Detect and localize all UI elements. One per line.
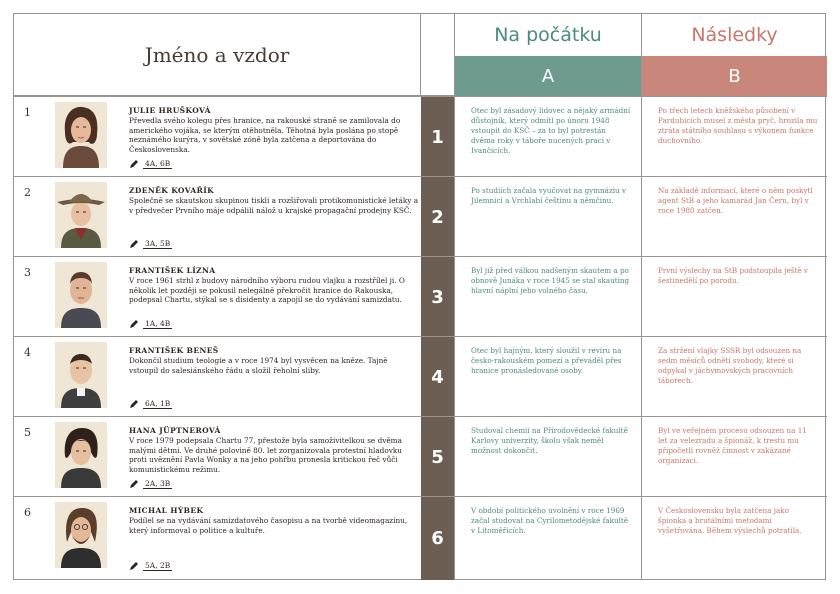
person-name: FRANTIŠEK LÍZNA bbox=[129, 266, 216, 275]
row-number-badge: 4 bbox=[421, 337, 454, 417]
cell-column-a bbox=[454, 97, 641, 177]
cross-reference bbox=[129, 159, 172, 169]
pencil-icon bbox=[129, 239, 139, 249]
cell-column-a bbox=[454, 177, 641, 257]
table-row bbox=[14, 176, 827, 257]
cross-reference-text: 4A, 6B bbox=[145, 159, 171, 168]
cell-a-text: Studoval chemii na Přírodovědecké fakultě Karlovy univerzity, školu však neměl možnost dokončit. bbox=[471, 426, 628, 455]
pencil-icon bbox=[129, 561, 139, 571]
cell-a-text: Po studiích začala vyučovat na gymnáziu v Jilemnici a Vrchlabí češtinu a němčinu. bbox=[471, 186, 627, 205]
comparison-table bbox=[13, 13, 826, 580]
cell-b-text: Na základě informací, které o něm poskytl agent StB a jeho kamarád Jan Čern, byl v roce 1980 zatčen. bbox=[658, 186, 813, 215]
cross-reference-text: 6A, 1B bbox=[145, 399, 171, 408]
portrait-image bbox=[55, 422, 107, 488]
person-name: JULIE HRUŠKOVÁ bbox=[129, 106, 211, 115]
cell-b-text: Po třech letech kněžského působení v Pardubicích musel z města pryč, hrozila mu ztráta státního souhlasu s výkonem funkce duchovního. bbox=[658, 106, 818, 145]
cell-column-b bbox=[641, 177, 827, 257]
person-description: Podílel se na vydávání samizdatového časopisu a na tvorbě videomagazínu, který informoval o politice a kultuře. bbox=[129, 516, 408, 535]
cross-reference bbox=[129, 319, 172, 329]
header-column-b-title: Následky bbox=[691, 24, 778, 46]
cell-b-text: V Československu byla zatčena jako špionka a brutálními metodami vyšetřována. Během výslechů potratila. bbox=[658, 506, 802, 535]
row-index: 1 bbox=[24, 106, 31, 119]
row-number-badge: 6 bbox=[421, 497, 454, 580]
row-index: 4 bbox=[24, 346, 31, 359]
row-index: 2 bbox=[24, 186, 31, 199]
table-row bbox=[14, 256, 827, 337]
portrait-image bbox=[55, 502, 107, 568]
cross-reference-text: 5A, 2B bbox=[145, 561, 171, 570]
header-name-column bbox=[14, 14, 421, 96]
cell-a-text: Byl již před válkou nadšeným skautem a po obnově Junáka v roce 1945 se stal skauting hlavní náplní jeho volného času. bbox=[471, 266, 630, 295]
cross-reference bbox=[129, 239, 172, 249]
row-number-badge: 3 bbox=[421, 257, 454, 337]
pencil-icon bbox=[129, 479, 139, 489]
person-name: FRANTIŠEK BENEŠ bbox=[129, 346, 219, 355]
person-description: V roce 1979 podepsala Chartu 77, přestože byla samoživitelkou se dvěma malými dětmi. Ve druhé polovině 80. let zorganizovala protestní hladovku proti uvěznění Pavla Wonky a na jeho pohřbu pronesla kritickou řeč vůči komunistickému režimu. bbox=[129, 436, 402, 474]
cell-a-text: Otec byl zásadový lidovec a nějaký armádní důstojník, který odmítl po únoru 1948 vstoupit do KSČ – za to byl potrestán dvěma roky v táboře nucených prací v Ivančicích. bbox=[471, 106, 631, 155]
cell-column-b bbox=[641, 337, 827, 417]
row-index: 6 bbox=[24, 506, 31, 519]
cross-reference bbox=[129, 399, 172, 409]
cell-a-text: Otec byl hajným, který sloužil v revíru na česko-rakouském pomezí a převáděl přes hranice pronásledované osoby. bbox=[471, 346, 622, 375]
cell-b-text: Byl ve veřejném procesu odsouzen na 11 let za velezradu a špionáž, k trestu mu připočetli rovněž činnost v zakázané organizaci. bbox=[658, 426, 807, 465]
table-row bbox=[14, 336, 827, 417]
pencil-icon bbox=[129, 319, 139, 329]
header-column-a-title: Na počátku bbox=[494, 24, 602, 46]
pencil-icon bbox=[129, 159, 139, 169]
row-index: 3 bbox=[24, 266, 31, 279]
header-column-b-letter: B bbox=[642, 56, 827, 96]
cross-reference-text: 3A, 5B bbox=[145, 239, 171, 248]
row-index: 5 bbox=[24, 426, 31, 439]
cell-column-a bbox=[454, 257, 641, 337]
header-column-a-letter: A bbox=[455, 56, 641, 96]
person-description: V roce 1961 strhl z budovy národního výboru rudou vlajku a rozstřílel ji. O několik let později se pokusil nelegálně překročit hranice do Rakouska, podepsal Chartu, stýkal se s disidenty a zapojil se do vydávání samizdatu. bbox=[129, 276, 405, 305]
cell-b-text: Za stržení vlajky SSSR byl odsouzen na sedm měsíců odnětí svobody, které si odpykal v jáchymovských pracovních táborech. bbox=[658, 346, 802, 385]
row-number-badge: 1 bbox=[421, 97, 454, 177]
cross-reference-text: 1A, 4B bbox=[145, 319, 171, 328]
person-name: HANA JÜPTNEROVÁ bbox=[129, 426, 221, 435]
cross-reference-text: 2A, 3B bbox=[145, 479, 171, 488]
portrait-image bbox=[55, 342, 107, 408]
header-name-title: Jméno a vzdor bbox=[144, 42, 290, 67]
person-description: Společně se skautskou skupinou tiskli a rozšiřovali protikomunistické letáky a v předvečer Prvního máje odpálili nálož u krajské propagační prodejny KSČ. bbox=[129, 196, 419, 215]
row-number-badge: 2 bbox=[421, 177, 454, 257]
cell-a-text: V období politického uvolnění v roce 1969 začal studovat na Cyrilometodějské fakultě v Litoměřicích. bbox=[471, 506, 629, 535]
cross-reference bbox=[129, 561, 172, 571]
cell-column-b bbox=[641, 417, 827, 497]
table-row bbox=[14, 96, 827, 177]
cell-column-a bbox=[454, 337, 641, 417]
cell-column-a bbox=[454, 497, 641, 580]
header-column-a bbox=[454, 14, 641, 96]
person-description: Dokončil studium teologie a v roce 1974 byl vysvěcen na kněze. Tajně vstoupil do salesiánského řádu a složil řeholní sliby. bbox=[129, 356, 388, 375]
cross-reference bbox=[129, 479, 172, 489]
cell-column-b bbox=[641, 97, 827, 177]
portrait-image bbox=[55, 182, 107, 248]
pencil-icon bbox=[129, 399, 139, 409]
portrait-image bbox=[55, 262, 107, 328]
cell-column-b bbox=[641, 497, 827, 580]
portrait-image bbox=[55, 102, 107, 168]
person-description: Převedla svého kolegu přes hranice, na rakouské straně se zamilovala do amerického vojáka, se kterým otěhotněla. Těhotná byla poslána po stopě neznámého kurýra, v sovětské zóně byla zatčena a deportována do Československa. bbox=[129, 116, 401, 154]
person-name: MICHAL HÝBEK bbox=[129, 506, 204, 515]
table-row bbox=[14, 496, 827, 579]
cell-column-a bbox=[454, 417, 641, 497]
header-number-column bbox=[421, 14, 454, 96]
header-column-b bbox=[641, 14, 827, 96]
cell-b-text: První výslechy na StB podstoupila ještě v šestinedělí po porodu. bbox=[658, 266, 808, 285]
cell-column-b bbox=[641, 257, 827, 337]
row-number-badge: 5 bbox=[421, 417, 454, 497]
person-name: ZDENĚK KOVAŘÍK bbox=[129, 186, 215, 195]
table-row bbox=[14, 416, 827, 497]
